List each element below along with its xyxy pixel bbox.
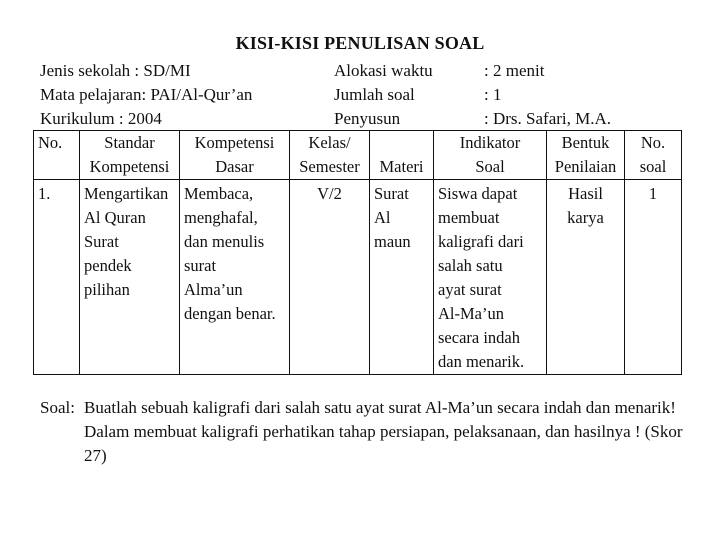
table-row	[34, 180, 682, 375]
penyusun-value: : Drs. Safari, M.A.	[484, 109, 612, 128]
alokasi-value: : 2 menit	[484, 61, 545, 80]
meta-row-2	[40, 84, 700, 106]
kisi-kisi-table	[33, 130, 682, 375]
jenis-sekolah: Jenis sekolah : SD/MI	[40, 61, 191, 80]
cell-nosoal: 1	[625, 180, 682, 375]
jumlah-value: : 1	[484, 85, 502, 104]
table-header-row	[34, 131, 682, 180]
cell-kompetensi: Membaca, menghafal, dan menulis surat Alma’un dengan benar.	[180, 180, 290, 375]
meta-row-1	[40, 60, 700, 82]
soal-label: Soal:	[40, 398, 75, 417]
penyusun-label: Penyusun	[334, 109, 401, 128]
jumlah-label: Jumlah soal	[334, 85, 415, 104]
header-kelas-semester: Kelas/ Semester	[290, 131, 370, 180]
cell-no: 1.	[34, 180, 80, 375]
header-standar-kompetensi: Standar Kompetensi	[80, 131, 180, 180]
cell-standar: Mengartikan Al Quran Surat pendek pilihan	[80, 180, 180, 375]
document-title: KISI-KISI PENULISAN SOAL	[235, 33, 485, 53]
header-bentuk-penilaian: Bentuk Penilaian	[547, 131, 625, 180]
soal-text: Buatlah sebuah kaligrafi dari salah satu ayat surat Al-Ma’un secara indah dan menarik! Dalam membuat kaligrafi perhatikan tahap persiapan, pelaksanaan, dan hasilnya ! (Skor 27)	[84, 398, 683, 465]
mata-pelajaran: Mata pelajaran: PAI/Al-Qur’an	[40, 85, 253, 104]
header-indikator-soal: Indikator Soal	[434, 131, 547, 180]
header-no-soal: No. soal	[625, 131, 682, 180]
header-kompetensi-dasar: Kompetensi Dasar	[180, 131, 290, 180]
cell-bentuk: Hasil karya	[547, 180, 625, 375]
cell-indikator: Siswa dapat membuat kaligrafi dari salah satu ayat surat Al-Ma’un secara indah dan menarik.	[434, 180, 547, 375]
kurikulum: Kurikulum : 2004	[40, 109, 162, 128]
cell-kelas: V/2	[290, 180, 370, 375]
header-no: No.	[34, 131, 80, 180]
meta-row-3	[40, 108, 700, 130]
alokasi-label: Alokasi waktu	[334, 61, 433, 80]
header-materi: Materi	[370, 131, 434, 180]
cell-materi: Surat Al maun	[370, 180, 434, 375]
